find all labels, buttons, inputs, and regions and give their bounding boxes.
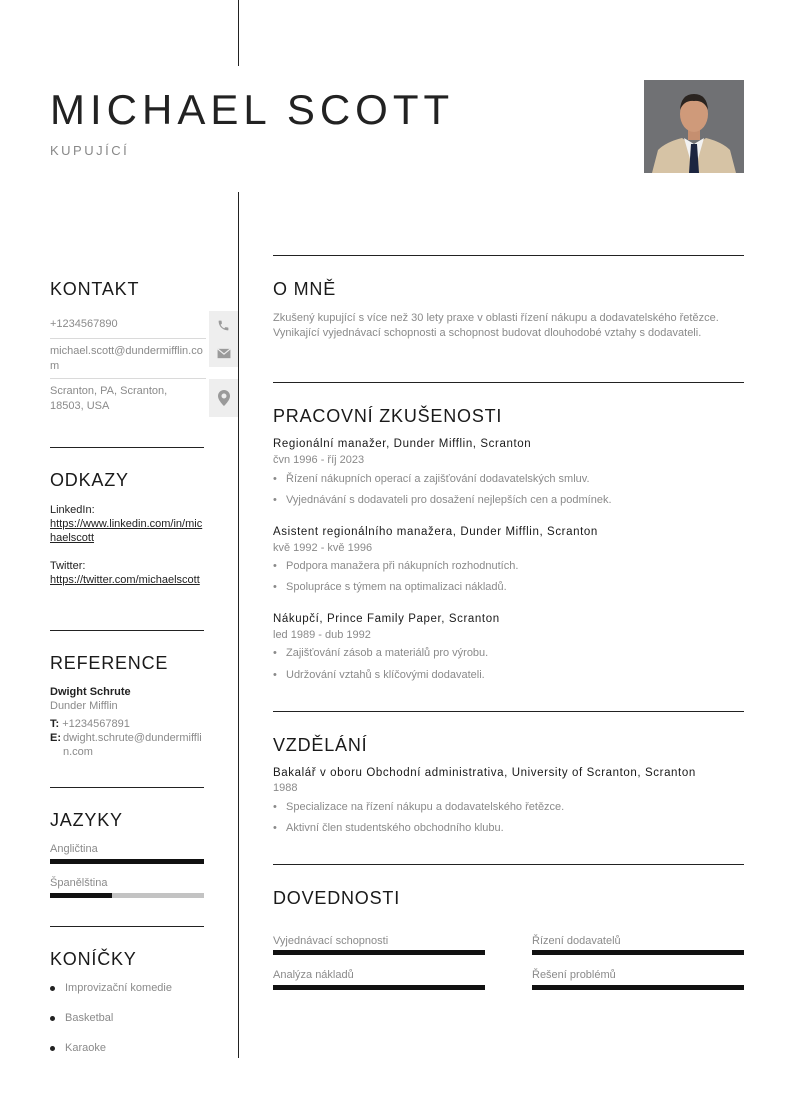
reference-email	[50, 731, 204, 759]
job-bullet	[273, 647, 488, 659]
skill-name: Analýza nákladů	[273, 969, 354, 981]
reference-phone	[50, 717, 130, 731]
phone-icon	[209, 311, 238, 339]
job-dates: čvn 1996 - říj 2023	[273, 454, 365, 466]
candidate-subtitle: KUPUJÍCÍ	[50, 143, 130, 158]
job-bullet	[273, 669, 485, 681]
about-section-title: O MNĚ	[273, 279, 337, 299]
reference-email-value: dwight.schrute@dundermifflin.com	[63, 732, 202, 758]
skill-name: Vyjednávací schopnosti	[273, 935, 389, 947]
languages-section-title: JAZYKY	[50, 810, 123, 830]
reference-phone-label: T:	[50, 718, 60, 730]
column-divider-line	[238, 192, 239, 1058]
section-divider	[273, 711, 744, 712]
skill-name: Řízení dodavatelů	[532, 935, 621, 947]
bullet-dot-icon	[50, 986, 55, 991]
section-divider	[50, 630, 204, 631]
education-bullet	[273, 801, 564, 813]
bullet-icon: •	[273, 822, 277, 834]
bullet-icon: •	[273, 669, 277, 681]
reference-section-title: REFERENCE	[50, 653, 169, 673]
skill-level-bar	[273, 950, 485, 955]
twitter-link[interactable]: https://twitter.com/michaelscott	[50, 574, 200, 586]
profile-photo	[644, 80, 744, 173]
contact-address: Scranton, PA, Scranton, 18503, USA	[50, 385, 168, 412]
skill-level-bar	[532, 985, 744, 990]
about-text: Zkušený kupující s více než 30 lety praxe v oblasti řízení nákupu a dodavatelského řetězce. Vynikající vyjednávací schopnosti a schopnost budovat dlouhodobé vztahy s dodavateli.	[273, 312, 719, 339]
job-bullet-text: Podpora manažera při nákupních rozhodnutích.	[286, 560, 519, 572]
hobbies-section-title: KONÍČKY	[50, 949, 137, 969]
contact-phone: +1234567890	[50, 318, 118, 330]
bullet-icon: •	[273, 801, 277, 813]
candidate-name: MICHAEL SCOTT	[50, 86, 455, 133]
hobby-item	[50, 1012, 113, 1024]
section-divider	[273, 382, 744, 383]
education-bullet-text: Specializace na řízení nákupu a dodavatelského řetězce.	[286, 801, 565, 813]
job-bullet-text: Zajišťování zásob a materiálů pro výrobu.	[286, 647, 489, 659]
contact-address-row	[50, 379, 238, 419]
hobby-label: Basketbal	[65, 1012, 114, 1024]
skill-name: Řešení problémů	[532, 969, 616, 981]
bullet-icon: •	[273, 647, 277, 659]
job-bullet	[273, 473, 590, 485]
hobby-item	[50, 1042, 106, 1054]
education-degree: Bakalář v oboru Obchodní administrativa, University of Scranton, Scranton	[273, 767, 696, 779]
section-divider	[273, 255, 744, 256]
bullet-icon: •	[273, 560, 277, 572]
bullet-icon: •	[273, 581, 277, 593]
job-title: Asistent regionálního manažera, Dunder Mifflin, Scranton	[273, 526, 598, 538]
job-bullet	[273, 560, 518, 572]
job-dates: led 1989 - dub 1992	[273, 629, 371, 641]
twitter-label: Twitter:	[50, 560, 86, 572]
reference-name: Dwight Schrute	[50, 686, 131, 698]
hobby-label: Improvizační komedie	[65, 982, 172, 994]
language-level-fill	[50, 893, 112, 898]
linkedin-label: LinkedIn:	[50, 504, 95, 516]
experience-section-title: PRACOVNÍ ZKUŠENOSTI	[273, 406, 503, 426]
top-divider-line	[238, 0, 239, 66]
hobby-label: Karaoke	[65, 1042, 106, 1054]
contact-email: michael.scott@dundermifflin.com	[50, 345, 203, 372]
job-bullet-text: Udržování vztahů s klíčovými dodavateli.	[286, 669, 485, 681]
mail-icon	[209, 339, 238, 367]
bullet-dot-icon	[50, 1046, 55, 1051]
language-name: Španělština	[50, 877, 108, 889]
bullet-dot-icon	[50, 1016, 55, 1021]
job-title: Regionální manažer, Dunder Mifflin, Scranton	[273, 438, 532, 450]
skills-section-title: DOVEDNOSTI	[273, 888, 401, 908]
language-level-bar	[50, 893, 204, 898]
reference-phone-value: +1234567891	[62, 718, 130, 730]
bullet-icon: •	[273, 494, 277, 506]
links-section-title: ODKAZY	[50, 470, 129, 490]
contact-section-title: KONTAKT	[50, 279, 140, 299]
reference-company: Dunder Mifflin	[50, 700, 118, 712]
job-bullet	[273, 494, 612, 506]
job-dates: kvě 1992 - kvě 1996	[273, 542, 373, 554]
education-bullet	[273, 822, 504, 834]
contact-email-row	[50, 339, 238, 379]
hobby-item	[50, 982, 172, 994]
section-divider	[50, 447, 204, 448]
job-bullet	[273, 581, 507, 593]
contact-phone-row	[50, 311, 238, 339]
location-pin-icon	[209, 379, 238, 417]
linkedin-link[interactable]: https://www.linkedin.com/in/michaelscott	[50, 518, 203, 544]
job-bullet-text: Spolupráce s týmem na optimalizaci nákladů.	[286, 581, 507, 593]
reference-email-label: E:	[50, 732, 61, 744]
section-divider	[50, 787, 204, 788]
language-level-bar	[50, 859, 204, 864]
job-bullet-text: Vyjednávání s dodavateli pro dosažení nejlepších cen a podmínek.	[286, 494, 612, 506]
job-title: Nákupčí, Prince Family Paper, Scranton	[273, 613, 500, 625]
section-divider	[50, 926, 204, 927]
education-year: 1988	[273, 782, 298, 794]
language-level-fill	[50, 859, 204, 864]
job-bullet-text: Řízení nákupních operací a zajišťování dodavatelských smluv.	[286, 473, 590, 485]
education-bullet-text: Aktivní člen studentského obchodního klubu.	[286, 822, 504, 834]
skill-level-bar	[273, 985, 485, 990]
skill-level-bar	[532, 950, 744, 955]
language-name: Angličtina	[50, 843, 98, 855]
section-divider	[273, 864, 744, 865]
education-section-title: VZDĚLÁNÍ	[273, 735, 368, 755]
bullet-icon: •	[273, 473, 277, 485]
